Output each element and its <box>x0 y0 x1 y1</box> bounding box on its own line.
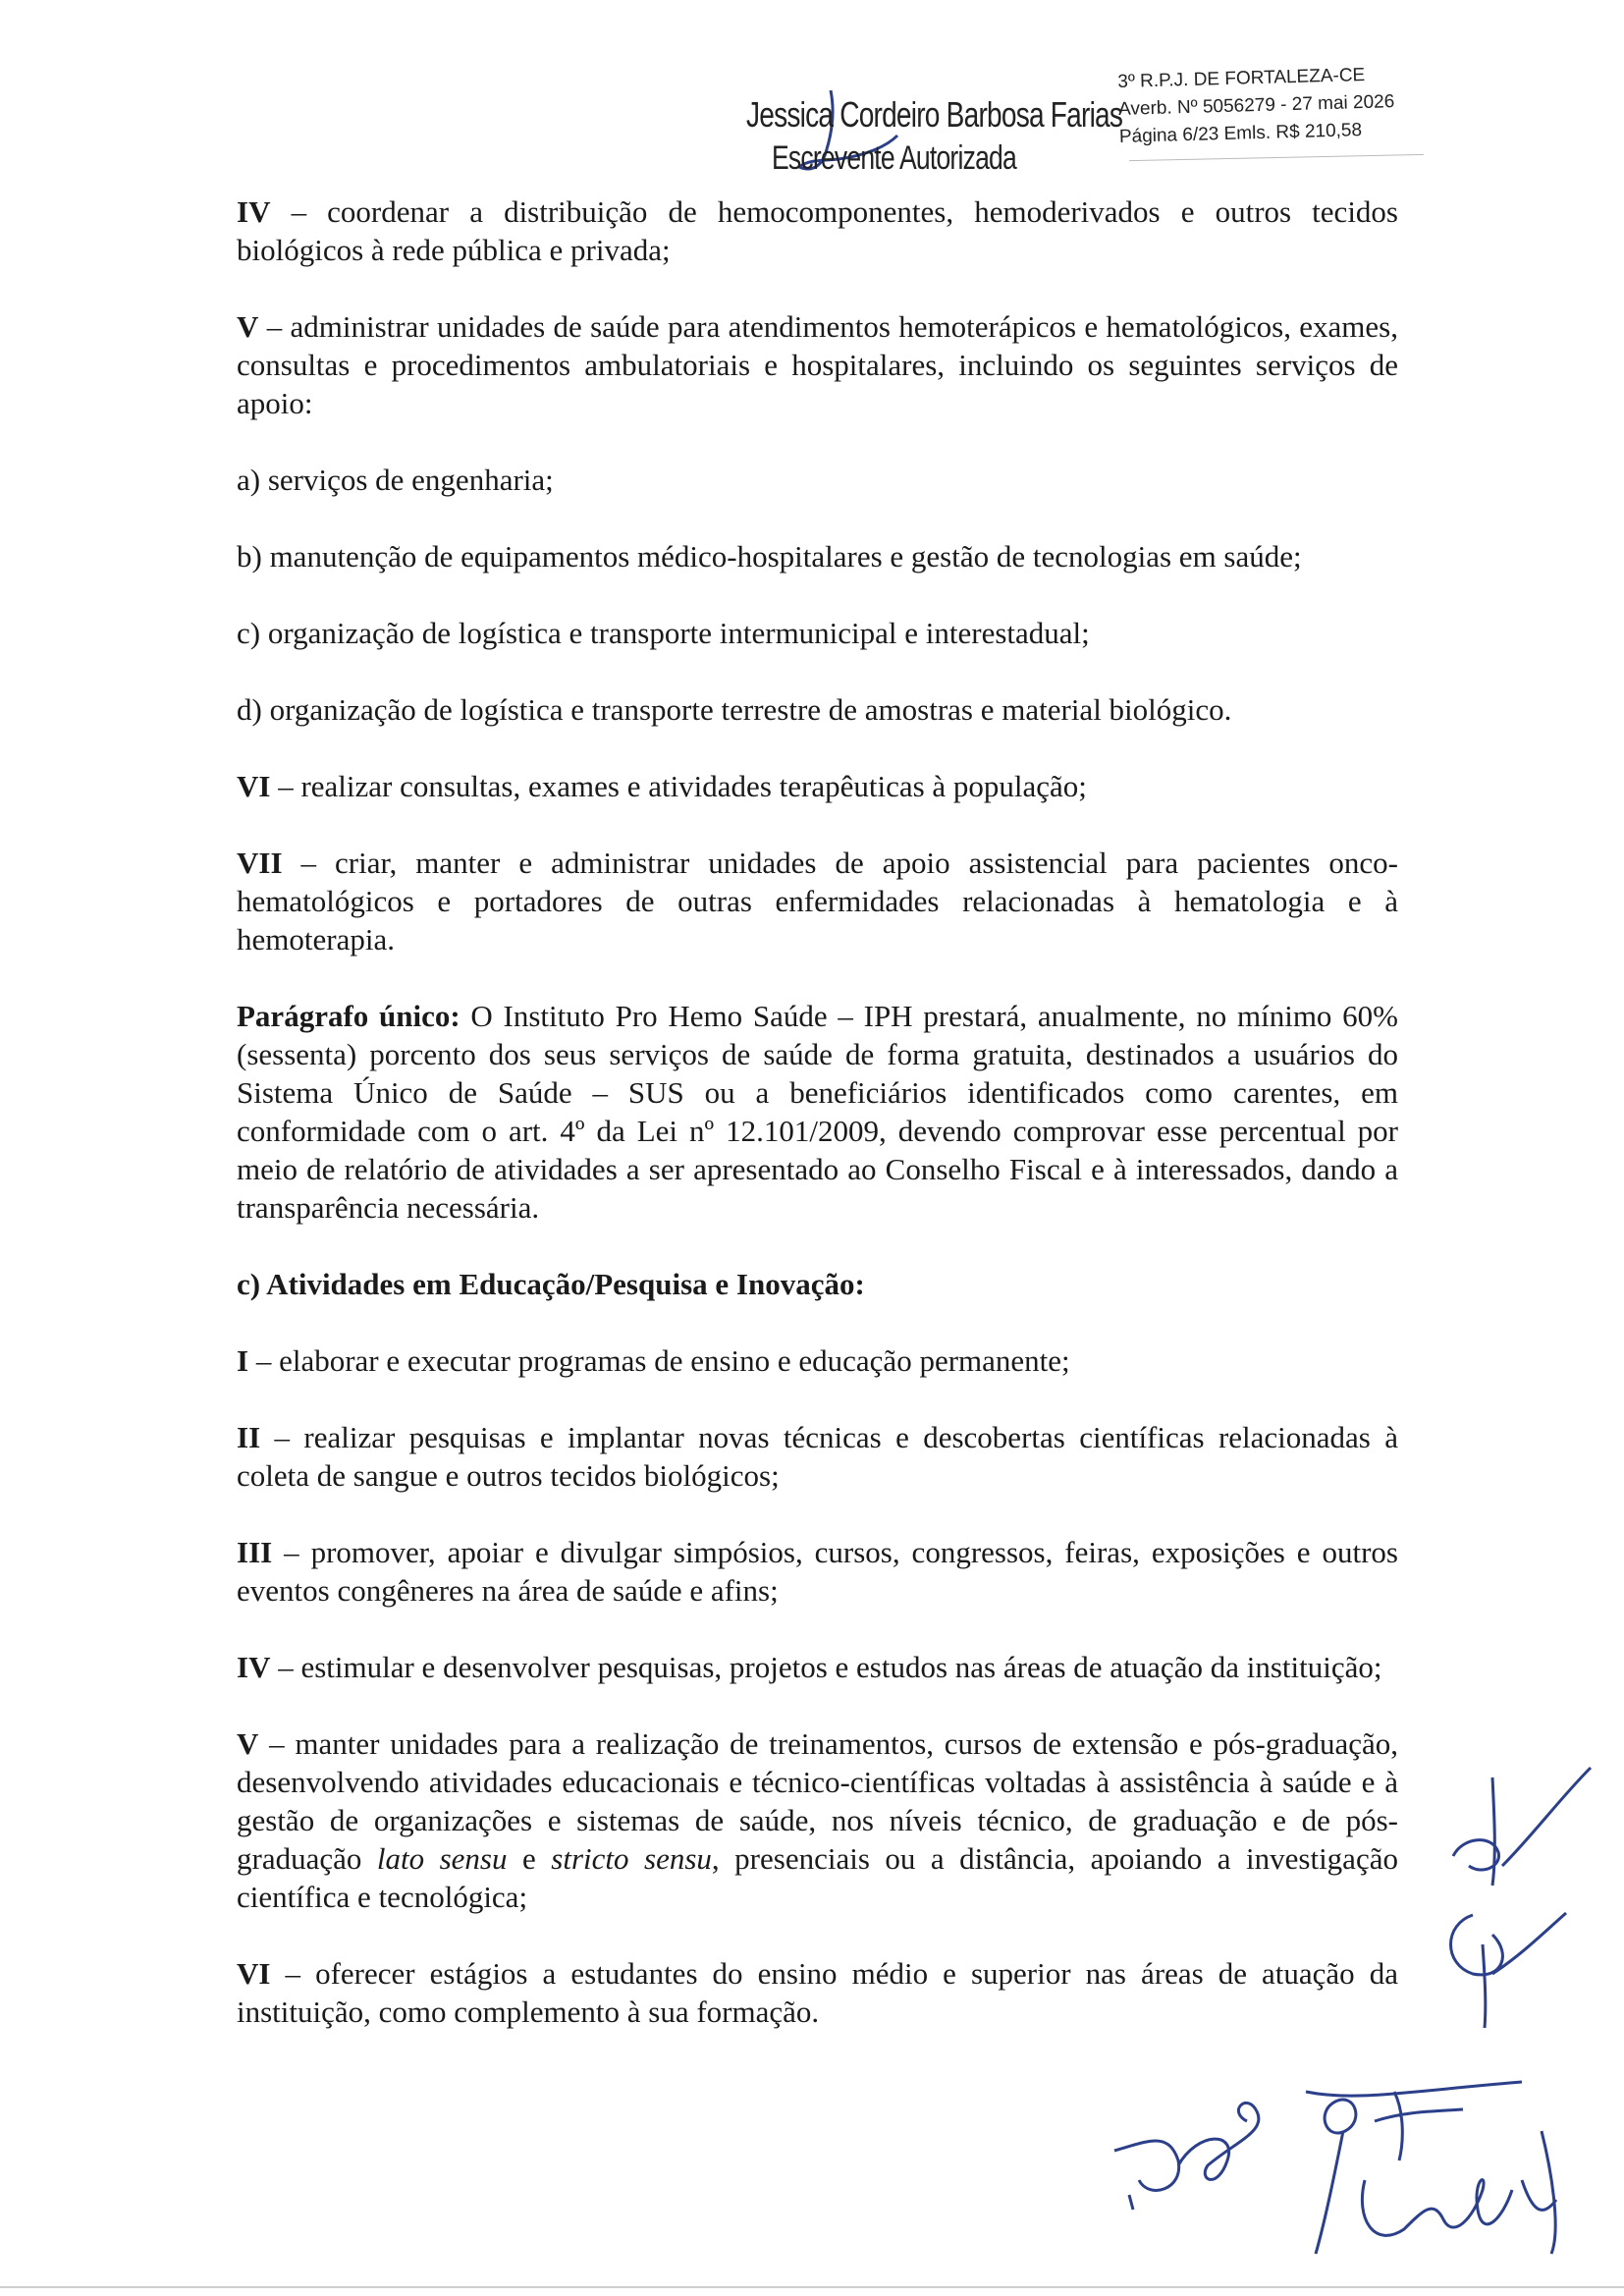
paragraph-vii-support-units: VII – criar, manter e administrar unidades de apoio assistencial para pacientes onco-hematológicos e portadores de outras enfermidades relacionadas à hematologia e à hemoterapia. <box>237 846 1398 957</box>
notary-name: Jessica Cordeiro Barbosa Farias <box>746 94 1123 135</box>
paragraph-vi-consultations: VI – realizar consultas, exames e atividades terapêuticas à população; <box>237 769 1087 803</box>
paragraph-iv-distribution: IV – coordenar a distribuição de hemocomponentes, hemoderivados e outros tecidos biológicos à rede pública e privada; <box>237 194 1398 267</box>
registry-page: Página 6/23 Emls. R$ 210,58 <box>1118 120 1363 147</box>
margin-initials-1 <box>1434 1758 1600 1895</box>
paragraph-ii-research: II – realizar pesquisas e implantar novas técnicas e descobertas científicas relacionadas à coleta de sangue e outros tecidos biológicos; <box>237 1420 1398 1493</box>
paragraph-iv-studies: IV – estimular e desenvolver pesquisas, projetos e estudos nas áreas de atuação da instituição; <box>237 1650 1382 1684</box>
paragraph-item-a: a) serviços de engenharia; <box>237 463 554 497</box>
paragraph-item-c: c) organização de logística e transporte intermunicipal e interestadual; <box>237 616 1090 650</box>
paragraph-v-training: V – manter unidades para a realização de treinamentos, cursos de extensão e pós-graduação, desenvolvendo atividades educacionais e técnico-científicas voltadas à assistência à saúde e à gestão de organizações e sistemas de saúde, nos níveis técnico, de graduação e de pós-graduação lato sensu e stricto sensu, presenciais ou a distância, apoiando a investigação científica e tecnológica; <box>237 1726 1398 1914</box>
page-bottom-edge <box>0 2286 1624 2288</box>
stamp-underline <box>1129 154 1424 161</box>
paragraph-sole: Parágrafo único: O Instituto Pro Hemo Saúde – IPH prestará, anualmente, no mínimo 60% (sessenta) porcento dos seus serviços de saúde de forma gratuita, destinados a usuários do Sistema Único de Saúde – SUS ou a beneficiários identificados como carentes, em conformidade com o art. 4º da Lei nº 12.101/2009, devendo comprovar esse percentual por meio de relatório de atividades a ser apresentado ao Conselho Fiscal e à interessados, dando a transparência necessária. <box>237 999 1398 1225</box>
registry-office: 3º R.P.J. DE FORTALEZA-CE <box>1117 64 1366 92</box>
paragraph-v-health-units: V – administrar unidades de saúde para atendimentos hemoterápicos e hematológicos, exames, consultas e procedimentos ambulatoriais e hospitalares, incluindo os seguintes serviços de apoio: <box>237 309 1398 420</box>
paragraph-iii-events: III – promover, apoiar e divulgar simpósios, cursos, congressos, feiras, exposições e outros eventos congêneres na área de saúde e afins; <box>237 1535 1398 1608</box>
paragraph-vi-internships: VI – oferecer estágios a estudantes do ensino médio e superior nas áreas de atuação da instituição, como complemento à sua formação. <box>237 1956 1398 2029</box>
section-heading-education: c) Atividades em Educação/Pesquisa e Inovação: <box>237 1267 865 1301</box>
paragraph-item-d: d) organização de logística e transporte terrestre de amostras e material biológico. <box>237 692 1232 727</box>
registry-averb: Averb. Nº 5056279 - 27 mai 2026 <box>1117 91 1395 120</box>
margin-initials-2 <box>1434 1905 1581 2033</box>
bottom-signatures <box>1110 2072 1571 2259</box>
registry-stamp <box>1117 61 1414 151</box>
paragraph-i-teaching: I – elaborar e executar programas de ensino e educação permanente; <box>237 1343 1070 1378</box>
paragraph-item-b: b) manutenção de equipamentos médico-hospitalares e gestão de tecnologias em saúde; <box>237 539 1302 574</box>
notary-role: Escrevente Autorizada <box>772 139 1016 177</box>
document-body <box>237 192 1398 2069</box>
